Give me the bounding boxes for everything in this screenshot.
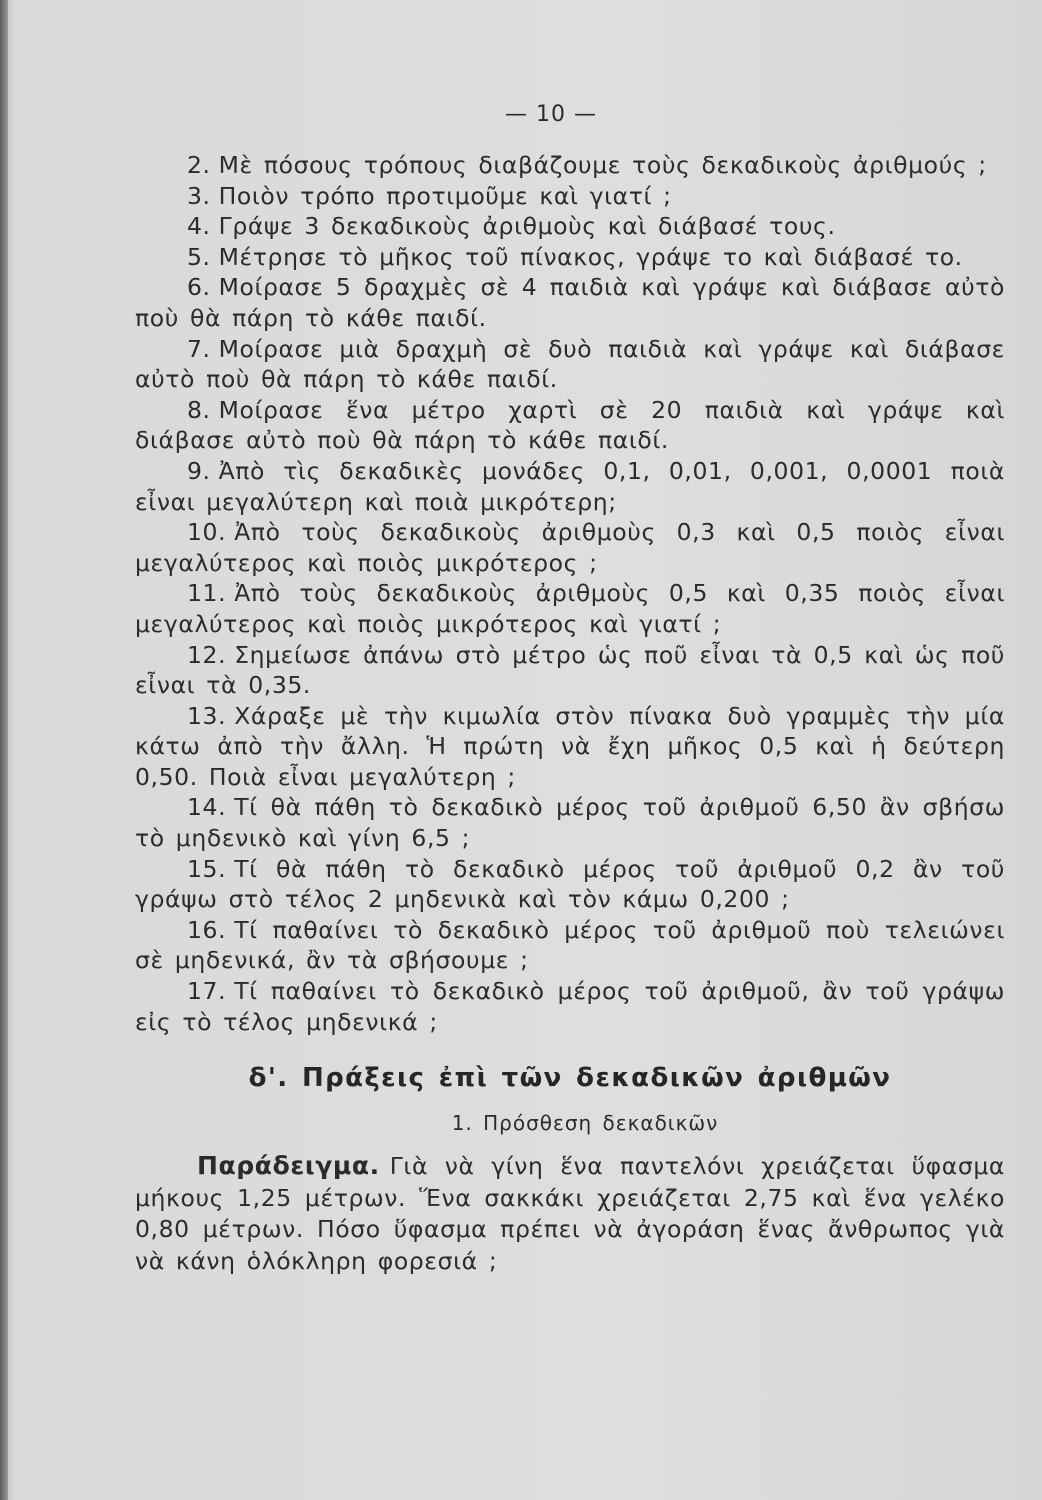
question-text: Μοίρασε 5 δραχμὲς σὲ 4 παιδιὰ καὶ γράψε καὶ διάβασε αὐτὸ ποὺ θὰ πάρη τὸ κάθε παιδί.	[135, 273, 1005, 332]
question-text: Χάραξε μὲ τὴν κιμωλία στὸν πίνακα δυὸ γραμμὲς τὴν μία κάτω ἀπὸ τὴν ἄλλη. Ἡ πρώτη νὰ ἔχη μῆκος 0,5 καὶ ἡ δεύτερη 0,50. Ποιὰ εἶναι μεγαλύτερη ;	[135, 701, 1005, 791]
question-number: 15.	[187, 854, 227, 883]
section-heading: δ'. Πράξεις ἐπὶ τῶν δεκαδικῶν ἀριθμῶν	[248, 1063, 892, 1094]
question-number: 5.	[187, 242, 211, 271]
question-text: Μέτρησε τὸ μῆκος τοῦ πίνακος, γράψε το καὶ διάβασέ το.	[218, 242, 963, 271]
question-number: 14.	[187, 793, 227, 822]
question-item	[135, 395, 1005, 456]
question-item	[135, 334, 1005, 395]
question-number: 6.	[187, 273, 211, 302]
question-item	[135, 701, 1005, 793]
question-text: Ποιὸν τρόπο προτιμοῦμε καὶ γιατί ;	[218, 181, 672, 210]
question-item	[135, 792, 1005, 853]
question-number: 17.	[187, 977, 227, 1006]
question-item	[135, 517, 1005, 578]
question-text: Τί θὰ πάθη τὸ δεκαδικὸ μέρος τοῦ ἀριθμοῦ 0,2 ἂν τοῦ γράψω στὸ τέλος 2 μηδενικὰ καὶ τὸν κάμω 0,200 ;	[135, 854, 1005, 914]
question-number: 2.	[187, 151, 211, 179]
question-text: Σημείωσε ἀπάνω στὸ μέτρο ὡς ποῦ εἶναι τὰ 0,5 καὶ ὡς ποῦ εἶναι τὰ 0,35.	[135, 640, 1005, 700]
question-number: 9.	[187, 456, 211, 485]
question-item	[135, 456, 1005, 517]
example-paragraph	[135, 1150, 1005, 1277]
question-text: Μοίρασε ἕνα μέτρο χαρτὶ σὲ 20 παιδιὰ καὶ γράψε καὶ διάβασε αὐτὸ ποὺ θὰ πάρη τὸ κάθε παιδί.	[135, 395, 1005, 455]
question-item	[135, 272, 1005, 333]
example-label: Παράδειγμα.	[197, 1151, 380, 1181]
question-item	[135, 242, 1005, 273]
question-item	[135, 854, 1005, 915]
question-number: 10.	[187, 518, 227, 547]
question-text: Ἀπὸ τὶς δεκαδικὲς μονάδες 0,1, 0,01, 0,001, 0,0001 ποιὰ εἶναι μεγαλύτερη καὶ ποιὰ μικρότερη;	[135, 456, 1005, 516]
question-list	[135, 150, 1005, 1037]
question-text: Τί παθαίνει τὸ δεκαδικὸ μέρος τοῦ ἀριθμοῦ ποὺ τελειώνει σὲ μηδενικά, ἂν τὰ σβήσουμε ;	[135, 915, 1005, 975]
question-text: Μὲ πόσους τρόπους διαβάζουμε τοὺς δεκαδικοὺς ἀριθμούς ;	[218, 151, 987, 179]
question-number: 7.	[187, 334, 211, 363]
question-number: 13.	[187, 701, 227, 730]
question-number: 8.	[187, 395, 211, 424]
question-item	[135, 976, 1005, 1037]
question-number: 12.	[187, 640, 227, 669]
subsection-heading: 1. Πρόσθεση δεκαδικῶν	[451, 1110, 719, 1135]
question-item	[135, 150, 1005, 181]
example-text: Γιὰ νὰ γίνη ἕνα παντελόνι χρειάζεται ὕφασμα μήκους 1,25 μέτρων. Ἕνα σακκάκι χρειάζεται 2,75 καὶ ἕνα γελέκο 0,80 μέτρων. Πόσο ὕφασμα πρέπει νὰ ἀγοράση ἕνας ἄνθρωπος γιὰ νὰ κάνη ὁλόκληρη φορεσιά ;	[135, 1152, 1005, 1275]
question-item	[135, 211, 1005, 242]
question-item	[135, 915, 1005, 976]
question-number: 4.	[187, 212, 211, 241]
question-text: Μοίρασε μιὰ δραχμὴ σὲ δυὸ παιδιὰ καὶ γράψε καὶ διάβασε αὐτὸ ποὺ θὰ πάρη τὸ κάθε παιδί.	[135, 334, 1005, 394]
question-item	[135, 640, 1005, 701]
question-item	[135, 578, 1005, 639]
page-number: — 10 —	[505, 102, 597, 127]
question-text: Γράψε 3 δεκαδικοὺς ἀριθμοὺς καὶ διάβασέ τους.	[218, 212, 836, 241]
question-item	[135, 181, 1005, 212]
question-number: 16.	[187, 915, 227, 944]
question-text: Ἀπὸ τοὺς δεκαδικοὺς ἀριθμοὺς 0,3 καὶ 0,5 ποιὸς εἶναι μεγαλύτερος καὶ ποιὸς μικρότερος ;	[135, 518, 1005, 577]
question-text: Ἀπὸ τοὺς δεκαδικοὺς ἀριθμοὺς 0,5 καὶ 0,35 ποιὸς εἶναι μεγαλύτερος καὶ ποιὸς μικρότερος καὶ γιατί ;	[135, 579, 1005, 638]
question-number: 3.	[187, 181, 211, 210]
question-number: 11.	[187, 579, 227, 608]
page-content	[135, 150, 1005, 1277]
book-spine	[0, 0, 8, 1500]
question-text: Τί παθαίνει τὸ δεκαδικὸ μέρος τοῦ ἀριθμοῦ, ἂν τοῦ γράψω εἰς τὸ τέλος μηδενικά ;	[135, 977, 1005, 1036]
question-text: Τί θὰ πάθη τὸ δεκαδικὸ μέρος τοῦ ἀριθμοῦ 6,50 ἂν σβήσω τὸ μηδενικὸ καὶ γίνη 6,5 ;	[135, 793, 1005, 853]
